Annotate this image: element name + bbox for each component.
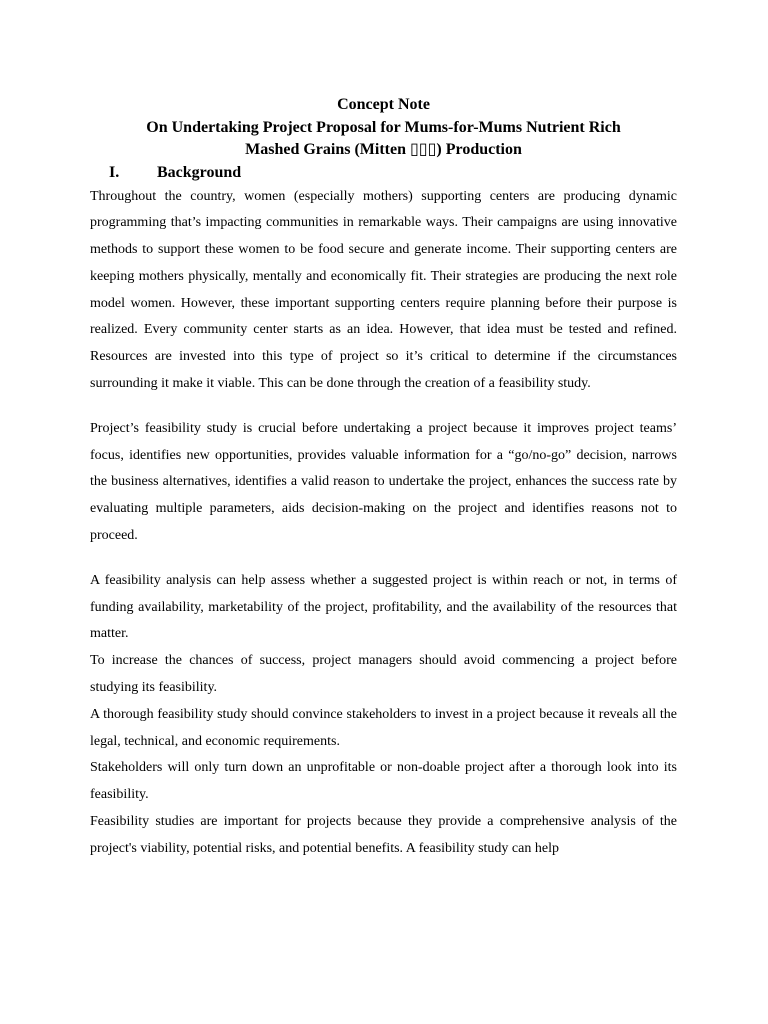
document-subtitle-line-1: On Undertaking Project Proposal for Mums-for-Mums Nutrient Rich: [146, 118, 621, 136]
paragraph-7: Feasibility studies are important for projects because they provide a comprehensive analysis of the project's viability, potential risks, and potential benefits. A feasibility study can help: [90, 814, 677, 856]
paragraph-6: Stakeholders will only turn down an unprofitable or non-doable project after a thorough look into its feasibility.: [90, 760, 677, 803]
paragraph-1: Throughout the country, women (especially mothers) supporting centers are producing dynamic programming that’s impacting communities in remarkable ways. Their campaigns are using innovative methods to support these women to be food secure and generate income. Their supporting centers are keeping mothers physically, mentally and economically fit. Their strategies are producing the next role model women. However, these important supporting centers require planning before their purpose is realized. Every community center starts as an idea. However, that idea must be tested and refined. Resources are invested into this type of project so it’s critical to determine if the circumstances surrounding it make it viable. This can be done through the creation of a feasibility study.: [90, 188, 677, 392]
paragraph-3: A feasibility analysis can help assess whether a suggested project is within reach or not, in terms of funding availability, marketability of the project, profitability, and the availability of the resources that matter.: [90, 572, 677, 642]
section-title: Background: [157, 163, 242, 181]
paragraph-2: Project’s feasibility study is crucial before undertaking a project because it improves project teams’ focus, identifies new opportunities, provides valuable information for a “go/no-go” decision, narrows the business alternatives, identifies a valid reason to undertake the project, enhances the success rate by evaluating multiple parameters, aids decision-making on the project and identifies reasons not to proceed.: [90, 420, 677, 544]
document-title: Concept Note: [337, 96, 430, 113]
section-number: I.: [109, 163, 120, 181]
section-heading-background: [109, 162, 677, 184]
paragraph-4: To increase the chances of success, project managers should avoid commencing a project before studying its feasibility.: [90, 653, 677, 696]
document-page: [90, 94, 677, 863]
paragraph-5: A thorough feasibility study should convince stakeholders to invest in a project because it reveals all the legal, technical, and economic requirements.: [90, 706, 677, 749]
document-subtitle-line-2: Mashed Grains (Mitten ▯▯▯) Production: [245, 141, 522, 158]
title-block: [90, 94, 677, 162]
